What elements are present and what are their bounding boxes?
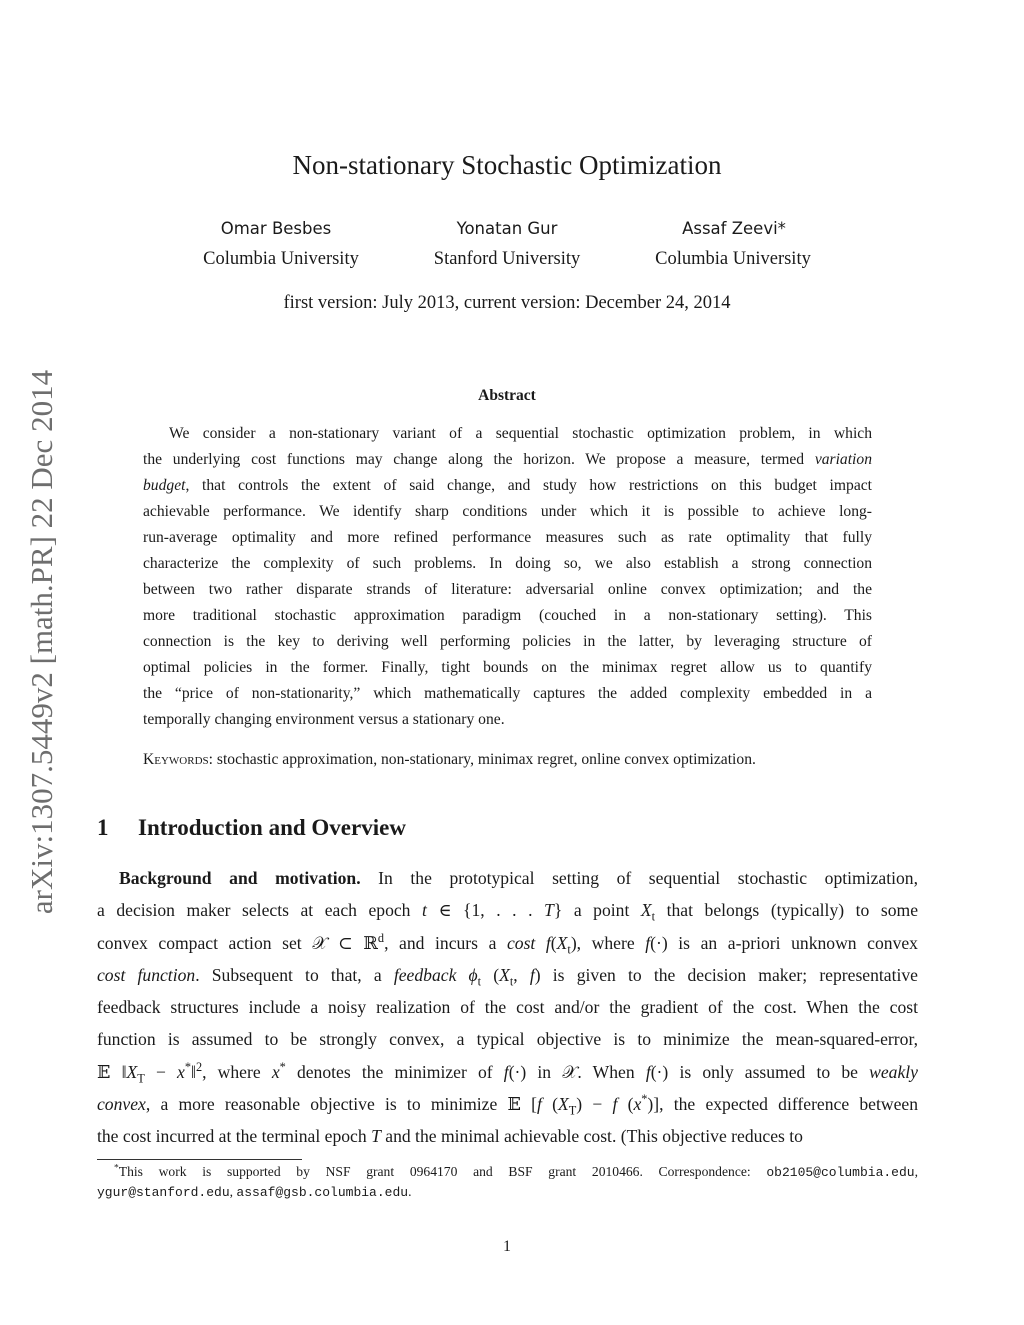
- text-segment: T: [568, 1103, 577, 1118]
- text-line: [143, 681, 872, 707]
- text-segment: , and incurs a: [384, 932, 507, 953]
- text-segment: X: [556, 932, 568, 953]
- text-segment: T: [137, 1071, 145, 1086]
- author-name: Assaf Zeevi*: [682, 219, 786, 238]
- email-address: ob2105@columbia.edu: [766, 1165, 915, 1180]
- abstract-text: [143, 421, 872, 733]
- text-segment: cost f: [506, 932, 551, 953]
- text-segment: (: [617, 1094, 634, 1115]
- text-segment: variation: [814, 451, 872, 468]
- footnote: [97, 1162, 918, 1202]
- text-segment: (·) is only assumed to be: [650, 1061, 870, 1082]
- text-segment: We consider a non-stationary variant of a sequential stochastic optimization problem, in which: [169, 425, 872, 442]
- author-affiliation: Stanford University: [433, 249, 581, 269]
- author-name: Omar Besbes: [220, 219, 332, 238]
- text-segment: and the minimal achievable cost. (This objective reduces to: [380, 1126, 803, 1147]
- text-segment: ,: [914, 1164, 918, 1179]
- text-segment: t: [477, 974, 482, 989]
- text-line: [97, 991, 918, 1023]
- keywords-text: stochastic approximation, non-stationary, minimax regret, online convex optimization.: [212, 751, 756, 768]
- section-number: 1: [97, 815, 109, 840]
- author-name: Yonatan Gur: [456, 219, 558, 238]
- text-segment: , a more reasonable objective is to minimize 𝔼 [: [145, 1094, 537, 1115]
- text-segment: X: [499, 964, 510, 985]
- text-segment: ,: [513, 964, 530, 985]
- text-line: [97, 959, 918, 991]
- text-segment: cost function: [97, 964, 196, 985]
- text-segment: 𝔼 ‖: [97, 1061, 127, 1082]
- text-segment: f: [645, 1061, 651, 1082]
- text-segment: f: [645, 932, 651, 953]
- text-segment: optimal policies in the former. Finally, tight bounds on the minimax regret allow us to quantify: [143, 659, 872, 676]
- text-segment: , where: [202, 1061, 272, 1082]
- text-segment: x: [177, 1061, 185, 1082]
- text-segment: achievable performance. We identify sharp conditions under which it is possible to achieve long-: [143, 503, 872, 520]
- text-line: [143, 473, 872, 499]
- author-affiliation: Columbia University: [655, 249, 811, 269]
- text-line: [97, 1056, 918, 1088]
- text-segment: function is assumed to be strongly convex, a typical objective is to minimize the mean-squared-error,: [97, 1029, 918, 1050]
- text-segment: run-average optimality and more refined performance measures such as rate optimality that fully: [143, 529, 872, 546]
- footnote-rule: [97, 1159, 302, 1160]
- text-segment: the “price of non-stationarity,” which mathematically captures the added complexity embedded in a: [143, 685, 872, 702]
- text-segment: d: [377, 930, 385, 945]
- text-segment: (·) in 𝒳. When: [508, 1061, 646, 1082]
- text-line: [143, 629, 872, 655]
- author-affiliation: Columbia University: [203, 249, 359, 269]
- text-segment: −: [144, 1061, 178, 1082]
- text-segment: ), where: [570, 932, 646, 953]
- text-line: [143, 525, 872, 551]
- text-segment: feedback ϕ: [393, 964, 478, 985]
- section-title: Introduction and Overview: [138, 815, 406, 840]
- text-segment: weakly: [869, 1061, 918, 1082]
- text-line: [97, 1182, 918, 1202]
- section-heading: [97, 815, 406, 841]
- text-line: [143, 577, 872, 603]
- text-segment: *: [114, 1163, 119, 1174]
- text-segment: t: [422, 900, 427, 921]
- text-line: [143, 655, 872, 681]
- text-segment: more traditional stochastic approximation paradigm (couched in a non-stationary setting). This: [143, 607, 872, 624]
- text-line: [97, 862, 918, 894]
- text-segment: f: [612, 1094, 618, 1115]
- text-segment: convex compact action set 𝒳 ⊂ ℝ: [97, 932, 378, 953]
- text-segment: a decision maker selects at each epoch: [97, 900, 423, 921]
- text-segment: ) is given to the decision maker; representative: [534, 964, 918, 985]
- text-segment: X: [557, 1094, 569, 1115]
- paper-title: Non-stationary Stochastic Optimization: [292, 150, 722, 180]
- text-segment: (: [541, 1094, 558, 1115]
- text-segment: budget: [143, 477, 186, 494]
- text-segment: . Subsequent to that, a: [195, 964, 394, 985]
- text-segment: ) −: [576, 1094, 613, 1115]
- text-segment: This work is supported by NSF grant 0964170 and BSF grant 2010466. Correspondence:: [118, 1164, 767, 1179]
- body-paragraph: [97, 862, 918, 1153]
- text-segment: 2: [195, 1059, 203, 1074]
- text-segment: that belongs (typically) to some: [655, 900, 918, 921]
- text-segment: characterize the complexity of such problems. In doing so, we also establish a strong connection: [143, 555, 872, 572]
- text-segment: feedback structures include a noisy realization of the cost and/or the gradient of the cost. When the cost: [97, 997, 918, 1018]
- text-segment: t: [567, 942, 571, 957]
- version-date: first version: July 2013, current version: December 24, 2014: [283, 293, 731, 313]
- page-number: 1: [503, 1238, 511, 1255]
- text-line: [97, 1120, 918, 1152]
- text-segment: ,: [229, 1184, 237, 1199]
- text-line: [143, 707, 872, 733]
- keywords-label: Keywords:: [143, 751, 213, 768]
- text-segment: between two rather disparate strands of literature: adversarial online convex optimization; and the: [143, 581, 872, 598]
- arxiv-identifier: arXiv:1307.5449v2 [math.PR] 22 Dec 2014: [24, 369, 59, 915]
- text-line: [143, 447, 872, 473]
- text-line: [143, 603, 872, 629]
- text-segment: f: [503, 1061, 509, 1082]
- text-segment: temporally changing environment versus a stationary one.: [143, 711, 505, 728]
- text-segment: T: [371, 1126, 381, 1147]
- text-segment: convex: [97, 1094, 146, 1115]
- text-segment: X: [126, 1061, 138, 1082]
- text-line: [97, 1088, 918, 1120]
- text-line: [97, 927, 918, 959]
- keywords: [143, 751, 872, 769]
- text-line: [97, 894, 918, 926]
- text-segment: f: [537, 1094, 542, 1115]
- text-segment: X: [640, 900, 652, 921]
- text-segment: t: [509, 974, 514, 989]
- text-line: [143, 551, 872, 577]
- text-line: [97, 1162, 918, 1182]
- text-segment: t: [651, 909, 656, 924]
- text-segment: T: [544, 900, 554, 921]
- text-segment: x: [633, 1094, 642, 1115]
- email-address: assaf@gsb.columbia.edu: [236, 1185, 409, 1200]
- text-segment: In the prototypical setting of sequential stochastic optimization,: [360, 868, 918, 888]
- text-segment: *: [641, 1092, 648, 1107]
- abstract-heading: Abstract: [478, 387, 536, 404]
- text-segment: (: [481, 964, 500, 985]
- text-segment: *: [184, 1059, 192, 1074]
- text-segment: .: [408, 1184, 412, 1199]
- text-line: [97, 1023, 918, 1055]
- text-segment: , that controls the extent of said change, and study how restrictions on this budget impact: [185, 477, 872, 494]
- text-segment: (: [550, 932, 557, 953]
- text-segment: ∈ {1, . . .: [426, 900, 545, 921]
- text-segment: the underlying cost functions may change along the horizon. We propose a measure, termed: [143, 451, 815, 468]
- text-segment: connection is the key to deriving well performing policies in the latter, by leveraging structure of: [143, 633, 872, 650]
- text-line: [143, 421, 872, 447]
- text-segment: x: [271, 1061, 280, 1082]
- text-segment: } a point: [553, 900, 641, 921]
- text-line: [143, 499, 872, 525]
- text-segment: Background and motivation.: [119, 868, 361, 888]
- text-segment: denotes the minimizer of: [285, 1061, 504, 1082]
- email-address: ygur@stanford.edu: [97, 1185, 230, 1200]
- text-segment: *: [279, 1059, 286, 1074]
- text-segment: (·) is an a-priori unknown convex: [650, 932, 918, 953]
- text-segment: ‖: [191, 1061, 196, 1082]
- text-segment: the cost incurred at the terminal epoch: [97, 1126, 372, 1147]
- text-segment: f: [529, 964, 535, 985]
- text-segment: )], the expected difference between: [647, 1094, 918, 1115]
